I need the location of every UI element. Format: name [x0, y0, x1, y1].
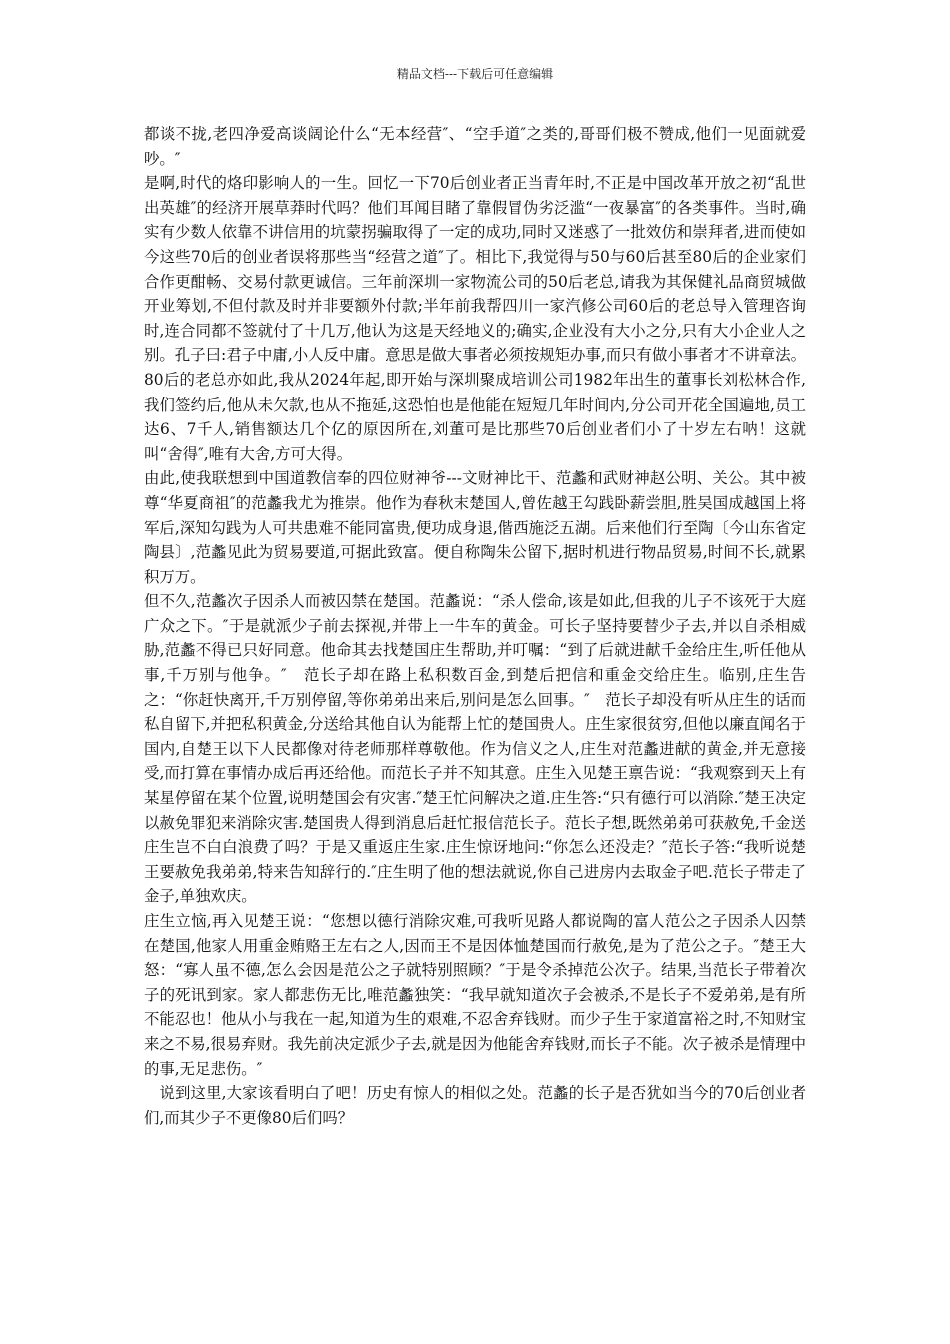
paragraph-1: 都谈不拢,老四净爱高谈阔论什么“无本经营″、“空手道″之类的,哥哥们极不赞成,他们一见面就爱吵。″ — [144, 125, 806, 168]
paragraph-3: 由此,使我联想到中国道教信奉的四位财神爷---文财神比干、范蠡和武财神赵公明、关公。其中被尊“华夏商祖″的范蠡我尤为推崇。他作为春秋末楚国人,曾佐越王勾践卧薪尝胆,胜吴国成越国上将军后,深知勾践为人可共患难不能同富贵,便功成身退,偕西施泛五湖。后来他们行至陶〔今山东省定陶县〕,范蠡见此为贸易要道,可据此致富。便自称陶朱公留下,据时机进行物品贸易,时间不长,就累积万万。 — [144, 469, 806, 586]
paragraph-6: 说到这里,大家该看明白了吧！历史有惊人的相似之处。范蠡的长子是否犹如当今的70后创业者们,而其少子不更像80后们吗？ — [144, 1084, 806, 1127]
page-header: 精品文档---下载后可任意编辑 — [396, 67, 554, 81]
paragraph-2: 是啊,时代的烙印影响人的一生。回忆一下70后创业者正当青年时,不正是中国改革开放之初“乱世出英雄″的经济开展草莽时代吗？他们耳闻目睹了靠假冒伪劣泛滥“一夜暴富″的各类事件。当时,确实有少数人依靠不讲信用的坑蒙拐骗取得了一定的成功,同时又迷惑了一批效仿和崇拜者,进而使如今这些70后的创业者误将那些当“经营之道″了。相比下,我觉得与50与60后甚至80后的企业家们合作更酣畅、交易付款更诚信。三年前深圳一家物流公司的50后老总,请我为其保健礼品商贸城做开业筹划,不但付款及时并非要额外付款;半年前我帮四川一家汽修公司60后的老总导入管理咨询时,连合同都不签就付了十几万,他认为这是天经地义的;确实,企业没有大小之分,只有大小企业人之别。孔子曰:君子中庸,小人反中庸。意思是做大事者必须按规矩办事,而只有做小事者才不讲章法。80后的老总亦如此,我从2024年起,即开始与深圳聚成培训公司1982年出生的董事长刘松林合作,我们签约后,他从未欠款,也从不拖延,这恐怕也是他能在短短几年时间内,分公司开花全国遍地,员工达6、7千人,销售额达几个亿的原因所在,刘董可是比那些70后创业者们小了十岁左右呐！这就叫“舍得″,唯有大舍,方可大得。 — [144, 174, 806, 463]
paragraph-5: 庄生立恼,再入见楚王说：“您想以德行消除灾难,可我听见路人都说陶的富人范公之子因杀人囚禁在楚国,他家人用重金贿赂王左右之人,因而王不是因体恤楚国而行赦免,是为了范公之子。″楚王大怒：“寡人虽不德,怎么会因是范公之子就特别照顾？″于是令杀掉范公次子。结果,当范长子带着次子的死讯到家。家人都悲伤无比,唯范蠡独笑：“我早就知道次子会被杀,不是长子不爱弟弟,是有所不能忍也！他从小与我在一起,知道为生的艰难,不忍舍弃钱财。而少子生于家道富裕之时,不知财宝来之不易,很易弃财。我先前决定派少子去,就是因为他能舍弃钱财,而长子不能。次子被杀是情理中的事,无足悲伤。″ — [144, 912, 806, 1078]
document-body — [144, 122, 806, 1130]
paragraph-4: 但不久,范蠡次子因杀人而被囚禁在楚国。范蠡说：“杀人偿命,该是如此,但我的儿子不该死于大庭广众之下。″于是就派少子前去探视,并带上一牛车的黄金。可长子坚持要替少子去,并以自杀相威胁,范蠡不得已只好同意。他命其去找楚国庄生帮助,并叮嘱：“到了后就进献千金给庄生,听任他从事,千万别与他争。″ 范长子却在路上私积数百金,到楚后把信和重金交给庄生。临别,庄生告之：“你赶快离开,千万别停留,等你弟弟出来后,别问是怎么回事。″ 范长子却没有听从庄生的话而私自留下,并把私积黄金,分送给其他自认为能帮上忙的楚国贵人。庄生家很贫穷,但他以廉直闻名于国内,自楚王以下人民都像对待老师那样尊敬他。作为信义之人,庄生对范蠡进献的黄金,并无意接受,而打算在事情办成后再还给他。而范长子并不知其意。庄生入见楚王禀告说：“我观察到天上有某星停留在某个位置,说明楚国会有灾害.″楚王忙问解决之道.庄生答:“只有德行可以消除.″楚王决定以赦免罪犯来消除灾害.楚国贵人得到消息后赶忙报信范长子。范长子想,既然弟弟可获赦免,千金送庄生岂不白白浪费了吗？于是又重返庄生家.庄生惊讶地问:“你怎么还没走？″范长子答:“我听说楚王要赦免我弟弟,特来告知辞行的.″庄生明了他的想法就说,你自己进房内去取金子吧.范长子带走了金子,单独欢庆。 — [144, 592, 806, 906]
